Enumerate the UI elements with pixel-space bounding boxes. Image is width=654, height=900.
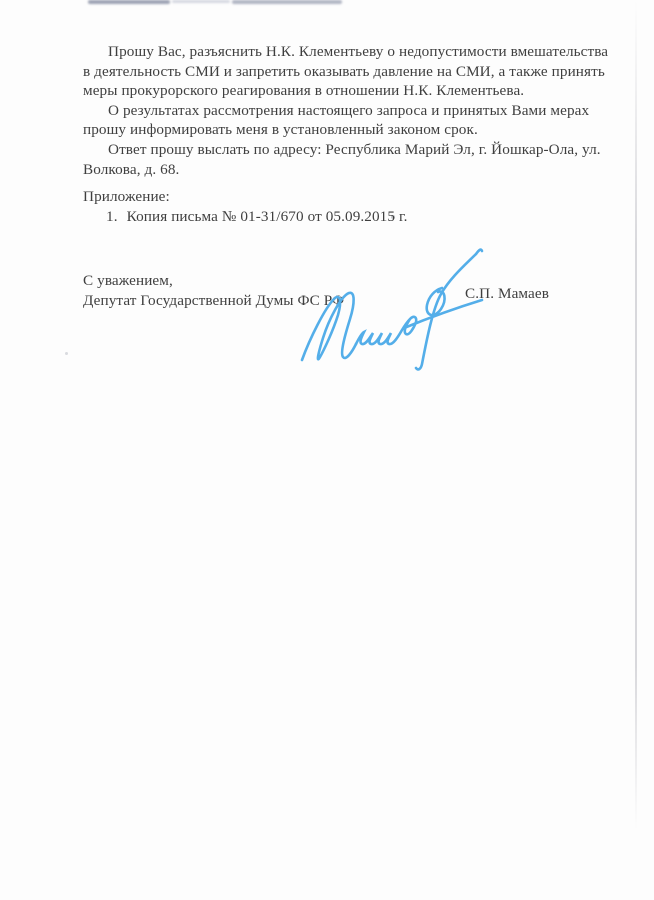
scan-artifact-top-strip <box>172 0 230 3</box>
attachment-heading: Приложение: <box>83 188 170 206</box>
paragraph <box>83 140 601 179</box>
scan-artifact-top-strip <box>88 0 170 4</box>
scan-artifact-page-edge <box>635 0 637 830</box>
signer-position-title: Депутат Государственной Думы ФС РФ <box>83 291 345 309</box>
scan-artifact-top-strip <box>232 0 342 4</box>
attachment-item-text: Копия письма № 01-31/670 от 05.09.2015 г. <box>126 207 408 225</box>
paragraph-line: Ответ прошу выслать по адресу: Республика Марий Эл, г. Йошкар-Ола, ул. <box>108 140 601 158</box>
attachment-item <box>83 207 583 227</box>
attachment-item-number: 1. <box>106 207 118 225</box>
attachment-section <box>83 187 583 226</box>
paragraph-line: прошу информировать меня в установленный законом срок. <box>83 121 478 139</box>
closing-salutation: С уважением, <box>83 272 173 290</box>
paragraph-line: О результатах рассмотрения настоящего запроса и принятых Вами мерах <box>108 101 590 119</box>
signature-image <box>298 226 488 374</box>
paragraph <box>83 42 609 101</box>
paragraph-line: Прошу Вас, разъяснить Н.К. Клементьеву о недопустимости вмешательства <box>108 43 609 60</box>
paragraph-line: в деятельность СМИ и запретить оказывать давление на СМИ, а также принять <box>83 62 605 80</box>
paragraph <box>83 101 590 140</box>
scan-artifact-speck <box>65 352 68 355</box>
paragraph-line: Волкова, д. 68. <box>83 160 180 178</box>
signer-name: С.П. Мамаев <box>465 285 549 303</box>
paragraph-line: меры прокурорского реагирования в отношении Н.К. Клементьева. <box>83 82 525 100</box>
